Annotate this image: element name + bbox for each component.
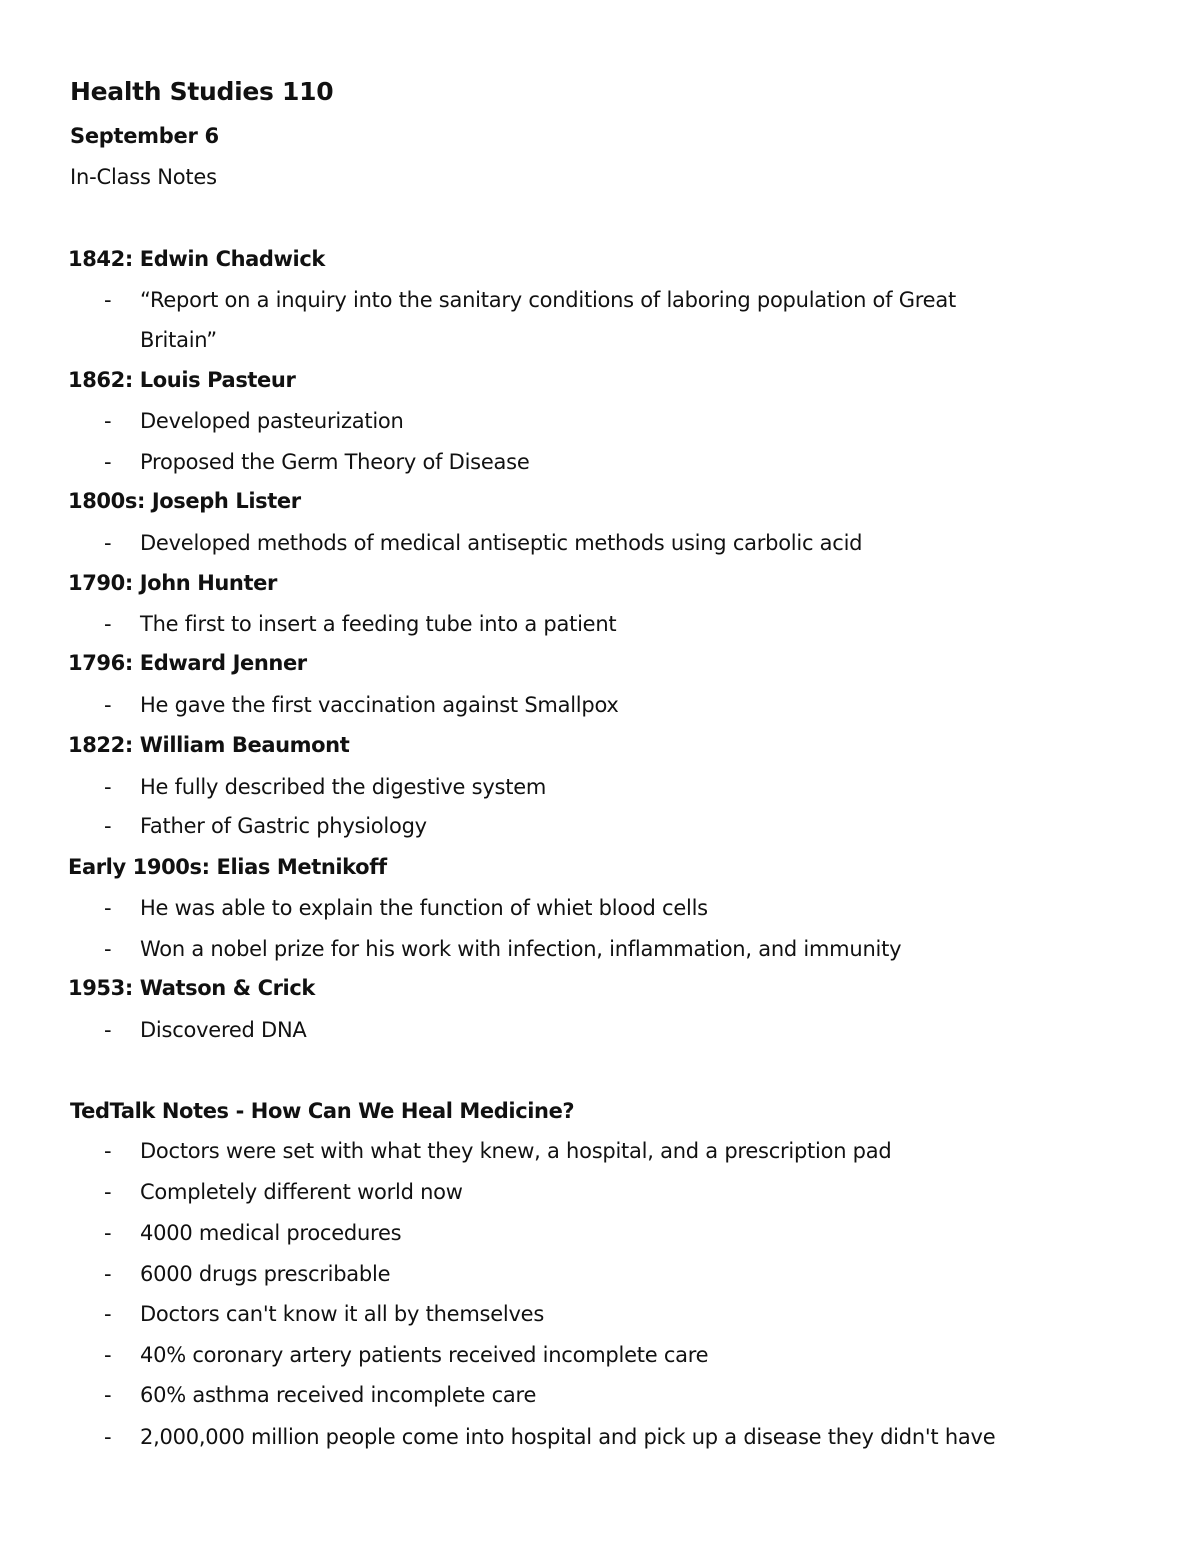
tedtalk-bullet: 4000 medical procedures (140, 1221, 402, 1245)
timeline-heading: 1822: William Beaumont (68, 733, 350, 757)
timeline-heading: Early 1900s: Elias Metnikoff (68, 855, 387, 879)
bullet-marker: - (104, 1262, 112, 1286)
timeline-bullet: He gave the first vaccination against Smallpox (140, 693, 619, 717)
bullet-marker: - (104, 1302, 112, 1326)
document-date: September 6 (70, 124, 219, 148)
timeline-bullet: The first to insert a feeding tube into a patient (140, 612, 617, 636)
timeline-bullet: Father of Gastric physiology (140, 814, 427, 838)
timeline-bullet: “Report on a inquiry into the sanitary conditions of laboring population of Great (140, 288, 956, 312)
timeline-bullet-continuation: Britain” (140, 328, 217, 352)
bullet-marker: - (104, 1221, 112, 1245)
timeline-bullet: He fully described the digestive system (140, 775, 547, 799)
tedtalk-bullet: Completely different world now (140, 1180, 463, 1204)
bullet-marker: - (104, 1425, 112, 1449)
timeline-bullet: Proposed the Germ Theory of Disease (140, 450, 530, 474)
bullet-marker: - (104, 1180, 112, 1204)
timeline-heading: 1796: Edward Jenner (68, 651, 307, 675)
bullet-marker: - (104, 409, 112, 433)
tedtalk-bullet: Doctors can't know it all by themselves (140, 1302, 545, 1326)
bullet-marker: - (104, 814, 112, 838)
timeline-bullet: He was able to explain the function of whiet blood cells (140, 896, 708, 920)
tedtalk-bullet: 6000 drugs prescribable (140, 1262, 391, 1286)
tedtalk-bullet: 2,000,000 million people come into hospital and pick up a disease they didn't have (140, 1425, 996, 1449)
bullet-marker: - (104, 1018, 112, 1042)
tedtalk-bullet: 60% asthma received incomplete care (140, 1383, 537, 1407)
bullet-marker: - (104, 693, 112, 717)
tedtalk-bullet: 40% coronary artery patients received incomplete care (140, 1343, 709, 1367)
timeline-bullet: Developed methods of medical antiseptic methods using carbolic acid (140, 531, 863, 555)
tedtalk-heading: TedTalk Notes - How Can We Heal Medicine? (70, 1099, 575, 1123)
bullet-marker: - (104, 775, 112, 799)
timeline-bullet: Developed pasteurization (140, 409, 404, 433)
timeline-heading: 1842: Edwin Chadwick (68, 247, 325, 271)
timeline-heading: 1862: Louis Pasteur (68, 368, 296, 392)
bullet-marker: - (104, 1343, 112, 1367)
document-title: Health Studies 110 (70, 77, 334, 106)
timeline-heading: 1800s: Joseph Lister (68, 489, 301, 513)
bullet-marker: - (104, 531, 112, 555)
bullet-marker: - (104, 896, 112, 920)
timeline-bullet: Discovered DNA (140, 1018, 307, 1042)
document-subtitle: In-Class Notes (70, 165, 217, 189)
bullet-marker: - (104, 937, 112, 961)
timeline-bullet: Won a nobel prize for his work with infection, inflammation, and immunity (140, 937, 902, 961)
bullet-marker: - (104, 612, 112, 636)
bullet-marker: - (104, 1383, 112, 1407)
bullet-marker: - (104, 288, 112, 312)
tedtalk-bullet: Doctors were set with what they knew, a hospital, and a prescription pad (140, 1139, 892, 1163)
bullet-marker: - (104, 1139, 112, 1163)
timeline-heading: 1953: Watson & Crick (68, 976, 315, 1000)
timeline-heading: 1790: John Hunter (68, 571, 277, 595)
bullet-marker: - (104, 450, 112, 474)
